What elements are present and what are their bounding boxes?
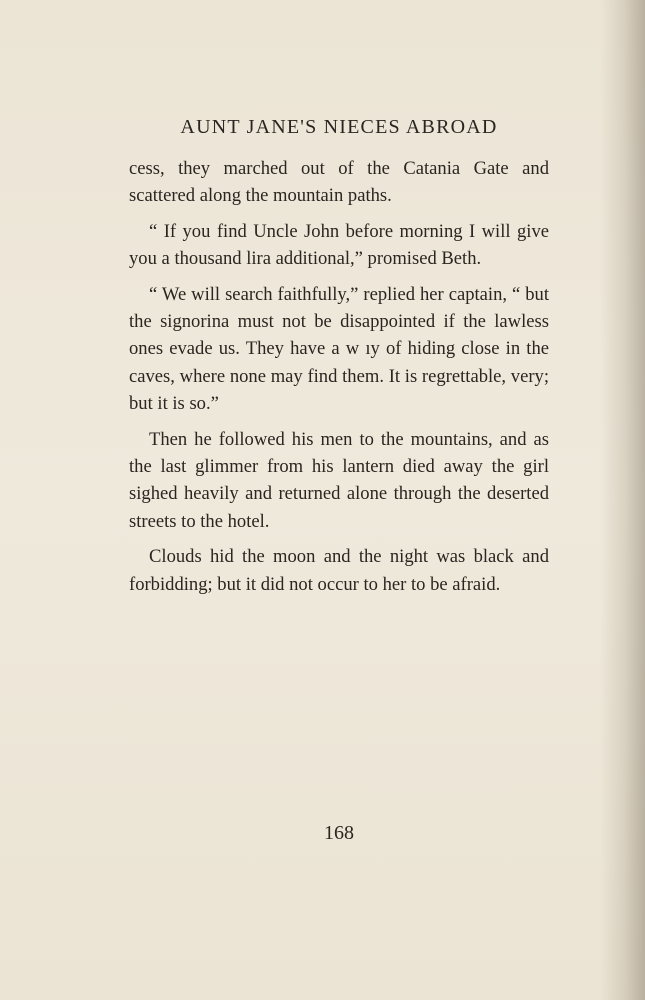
- paragraph-clouds: Clouds hid the moon and the night was black and forbidding; but it did not occur to her to be afraid.: [129, 546, 549, 595]
- paragraph-followed-men: Then he followed his men to the mountains, and as the last glimmer from his lantern died away the girl sighed heavily and returned alone through the deserted streets to the hotel.: [129, 428, 549, 532]
- running-head: AUNT JANE'S NIECES ABROAD: [180, 116, 498, 138]
- paragraph-captain-reply: “ We will search faithfully,” replied her captain, “ but the signorina must not be disappointed if the lawless ones evade us. They have a w ıy of hiding close in the caves, where none may find them. It is regrettable, very; but it is so.”: [129, 283, 549, 415]
- paragraph-continuation: cess, they marched out of the Catania Gate and scattered along the mountain paths.: [129, 158, 549, 207]
- body-text: [129, 155, 549, 606]
- page-number: 168: [324, 822, 354, 844]
- paragraph-beth-promise: “ If you find Uncle John before morning I will give you a thousand lira additional,” promised Beth.: [129, 220, 549, 270]
